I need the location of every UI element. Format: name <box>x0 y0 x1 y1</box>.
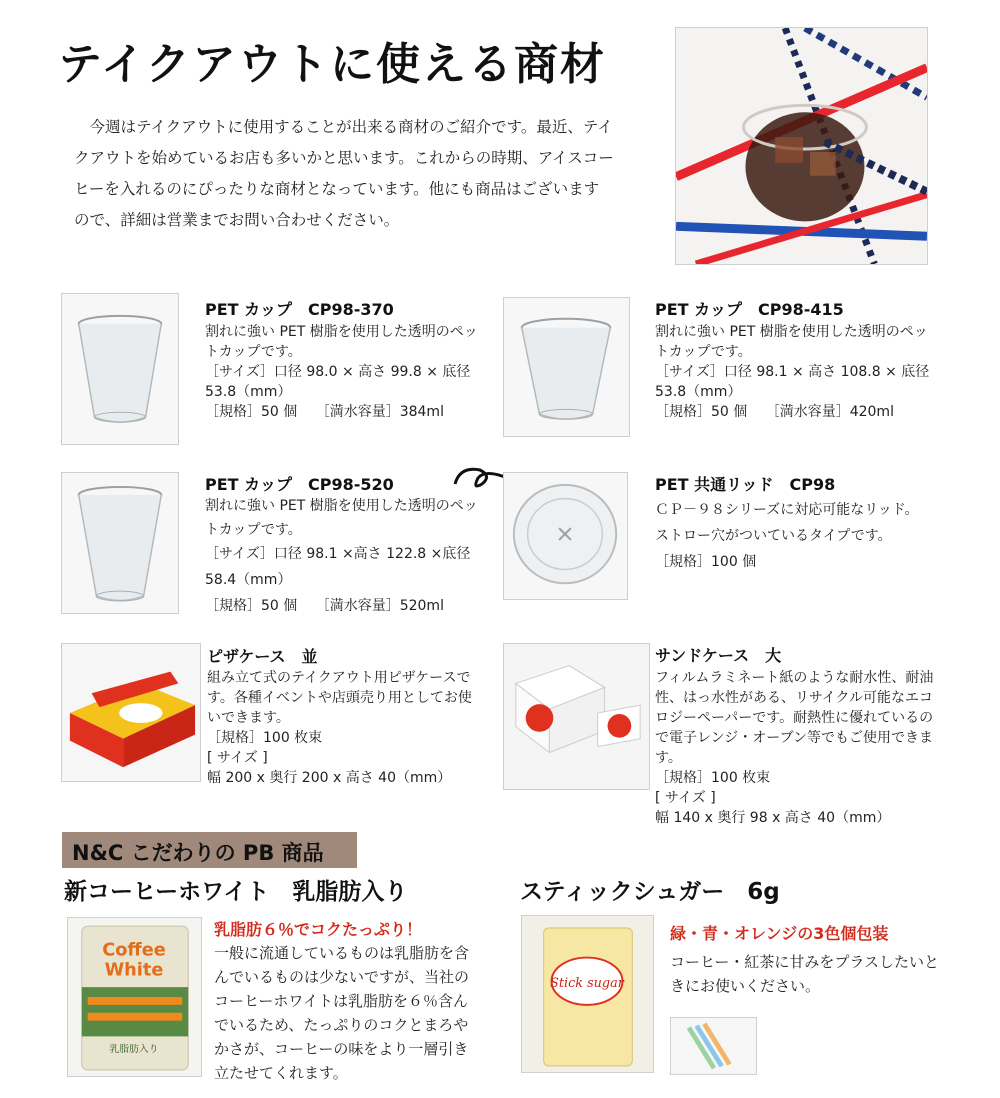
page-title: テイクアウトに使える商材 <box>58 39 607 90</box>
product-desc-pizza-case: 組み立て式のテイクアウト用ピザケースです。各種イベントや店頭売り用としてお使いできます。 ［規格］100 枚束 [ サイズ ] 幅 200 x 奥行 200 x 高さ 40（mm） <box>207 670 472 786</box>
intro-text: 今週はテイクアウトに使用することが出来る商材のご紹介です。最近、テイクアウトを始めているお店も多いかと思います。これからの時期、アイスコーヒーを入れるのにぴったりな商材となっています。他にも商品はございますので、詳細は営業までお問い合わせください。 <box>74 118 614 229</box>
coffee-white-logo-line-2: White <box>104 960 164 981</box>
product-desc-lid-cp98: ＣＰ－９８シリーズに対応可能なリッド。 ストロー穴がついているタイプです。 ［規格］100 個 <box>655 502 919 570</box>
iced-coffee-photo <box>675 27 928 265</box>
product-desc-cp98-520: 割れに強い PET 樹脂を使用した透明のペットカップです。 ［サイズ］口径 98.1 ×高さ 122.8 ×底径 58.4（mm） ［規格］50 個 ［満水容量］520ml <box>205 498 478 614</box>
coffee-white-package-note: 乳脂肪入り <box>109 1044 159 1056</box>
stick-sugar-logo: Stick sugar <box>550 976 624 992</box>
product-title-sand-case: サンドケース 大 <box>655 646 782 665</box>
product-title-cp98-520: PET カップ CP98-520 <box>205 475 394 494</box>
stick-sugar-headline: 緑・青・オレンジの3色個包装 <box>670 924 889 943</box>
stick-sugar-title: スティックシュガー 6g <box>520 879 780 905</box>
stick-sugar-sticks-photo <box>670 1017 757 1075</box>
coffee-white-headline: 乳脂肪６％でコクたっぷり！ <box>214 920 423 939</box>
product-desc-sand-case: フィルムラミネート紙のような耐水性、耐油性、はっ水性がある、リサイクル可能なエコロジーペーパーです。耐熱性に優れているので電子レンジ・オーブン等でもご使用できます。 ［規格］100 枚束 [ サイズ ] 幅 140 x 奥行 98 x 高さ 40（mm） <box>655 670 934 826</box>
sand-case-photo <box>503 643 650 790</box>
pet-cup-370-photo <box>61 293 179 445</box>
product-title-lid-cp98: PET 共通リッド CP98 <box>655 475 836 494</box>
product-title-cp98-415: PET カップ CP98-415 <box>655 300 844 319</box>
product-title-pizza-case: ピザケース 並 <box>207 647 318 666</box>
product-title-cp98-370: PET カップ CP98-370 <box>205 300 394 319</box>
coffee-white-title: 新コーヒーホワイト 乳脂肪入り <box>64 879 408 905</box>
pet-cup-415-photo <box>503 297 630 437</box>
product-desc-cp98-370: 割れに強い PET 樹脂を使用した透明のペットカップです。 ［サイズ］口径 98.0 × 高さ 99.8 × 底径 53.8（mm） ［規格］50 個 ［満水容量］384ml <box>205 324 478 420</box>
pb-section-badge: N&C こだわりの PB 商品 <box>62 832 357 868</box>
stick-sugar-package-photo <box>521 915 654 1073</box>
product-desc-cp98-415: 割れに強い PET 樹脂を使用した透明のペットカップです。 ［サイズ］口径 98.1 × 高さ 108.8 × 底径 53.8（mm） ［規格］50 個 ［満水容量］420ml <box>655 324 930 420</box>
lid-photo <box>503 472 628 600</box>
pet-cup-520-photo <box>61 472 179 614</box>
coffee-white-logo-line-1: Coffee <box>102 940 166 961</box>
stick-sugar-body: コーヒー・紅茶に甘みをプラスしたいときにお使いください。 <box>670 953 939 995</box>
pizza-box-photo <box>61 643 201 782</box>
coffee-white-body: 一般に流通しているものは乳脂肪を含んでいるものは少ないですが、当社のコーヒーホワイトは乳脂肪を６％含んでいるため、たっぷりのコクとまろやかさが、コーヒーの味をより一層引き立たせてくれます。 <box>214 944 470 1082</box>
coffee-white-package-photo <box>67 917 202 1077</box>
